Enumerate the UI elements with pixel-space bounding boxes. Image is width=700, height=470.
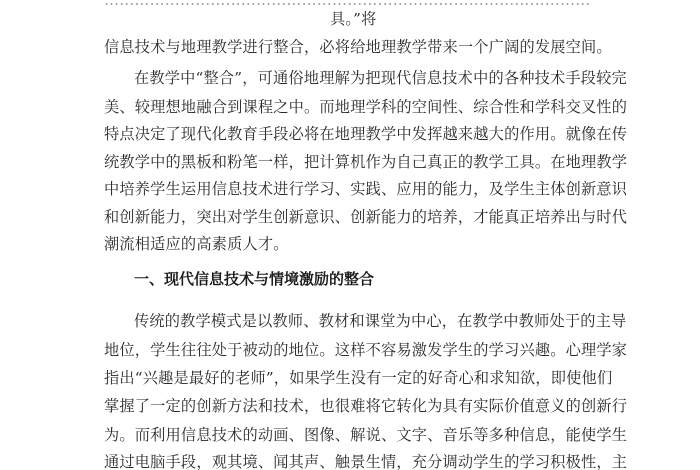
intro-line: 信息技术与地理教学进行整合，必将给地理教学带来一个广阔的发展空间。	[104, 38, 612, 56]
clipped-top-line: ……………………………………………………………………………………	[104, 0, 591, 9]
paragraph-line: 和创新能力，突出对学生创新意识、创新能力的培养，才能真正培养出与时代	[104, 208, 628, 226]
paragraph-line: 统教学中的黑板和粉笔一样，把计算机作为自己真正的教学工具。在地理教学	[104, 153, 628, 171]
paragraph-line: 特点决定了现代化教育手段必将在地理教学中发挥越来越大的作用。就像在传	[104, 125, 628, 143]
paragraph-line: 指出“兴趣是最好的老师”，如果学生没有一定的好奇心和求知欲，即使他们	[104, 369, 613, 387]
section-heading: 一、现代信息技术与情境激励的整合	[134, 270, 375, 288]
paragraph-line: 在教学中“整合”，可通俗地理解为把现代信息技术中的各种技术手段较完	[134, 69, 627, 87]
paragraph-line: 中培养学生运用信息技术进行学习、实践、应用的能力，及学生主体创新意识	[104, 180, 628, 198]
paragraph-line: 掌握了一定的创新方法和技术，也很难将它转化为具有实际价值意义的创新行	[104, 397, 628, 415]
top-fragment: 具。”将	[330, 10, 377, 28]
paragraph-line: 通过电脑手段，观其境、闻其声、触景生情，充分调动学生的学习积极性，主	[104, 453, 628, 470]
paragraph-line: 传统的教学模式是以教师、教材和课堂为中心，在教学中教师处于的主导	[134, 312, 627, 330]
paragraph-line: 地位，学生往往处于被动的地位。这样不容易激发学生的学习兴趣。心理学家	[104, 341, 628, 359]
paragraph-line: 潮流相适应的高素质人才。	[104, 235, 289, 253]
paragraph-line: 为。而利用信息技术的动画、图像、解说、文字、音乐等多种信息，能使学生	[104, 426, 628, 444]
paragraph-line: 美、较理想地融合到课程之中。而地理学科的空间性、综合性和学科交叉性的	[104, 98, 628, 116]
